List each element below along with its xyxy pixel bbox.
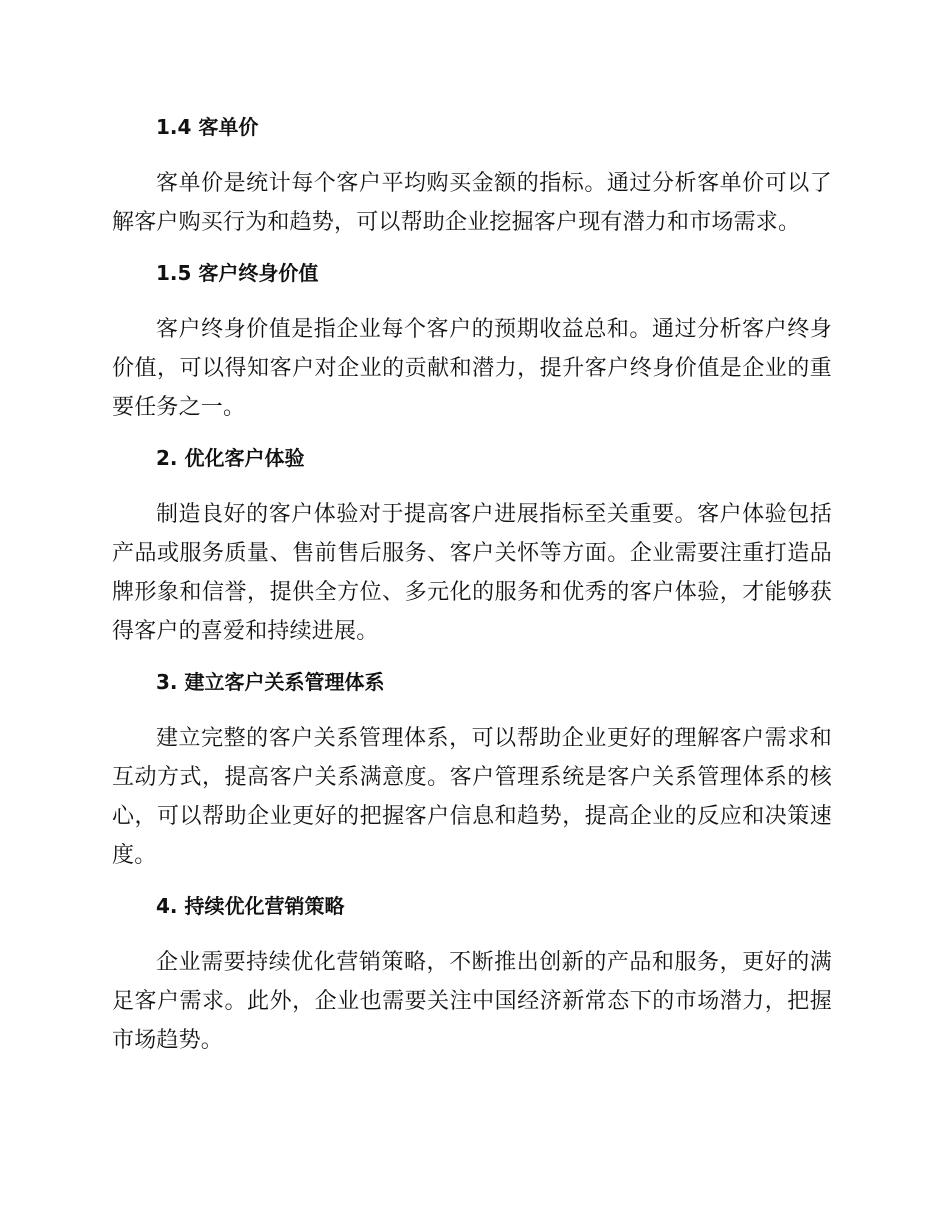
section-heading-2: 2. 优化客户体验: [156, 446, 305, 470]
section-body-2: 制造良好的客户体验对于提高客户进展指标至关重要。客户体验包括产品或服务质量、售前售后服务、客户关怀等方面。企业需要注重打造品牌形象和信誉，提供全方位、多元化的服务和优秀的客户体验，才能够获得客户的喜爱和持续进展。: [112, 502, 832, 644]
section-body-3: 建立完整的客户关系管理体系，可以帮助企业更好的理解客户需求和互动方式，提高客户关系满意度。客户管理系统是客户关系管理体系的核心，可以帮助企业更好的把握客户信息和趋势，提高企业的反应和决策速度。: [112, 726, 832, 868]
section-body-1-4: 客单价是统计每个客户平均购买金额的指标。通过分析客单价可以了解客户购买行为和趋势，可以帮助企业挖掘客户现有潜力和市场需求。: [112, 171, 832, 235]
section-body-4: 企业需要持续优化营销策略，不断推出创新的产品和服务，更好的满足客户需求。此外，企业也需要关注中国经济新常态下的市场潜力，把握市场趋势。: [112, 950, 832, 1053]
section-heading-1-4: 1.4 客单价: [156, 115, 259, 139]
section-heading-3: 3. 建立客户关系管理体系: [156, 670, 385, 694]
section-body-1-5: 客户终身价值是指企业每个客户的预期收益总和。通过分析客户终身价值，可以得知客户对企业的贡献和潜力，提升客户终身价值是企业的重要任务之一。: [112, 317, 832, 420]
section-heading-1-5: 1.5 客户终身价值: [156, 261, 319, 285]
section-heading-4: 4. 持续优化营销策略: [156, 894, 345, 918]
